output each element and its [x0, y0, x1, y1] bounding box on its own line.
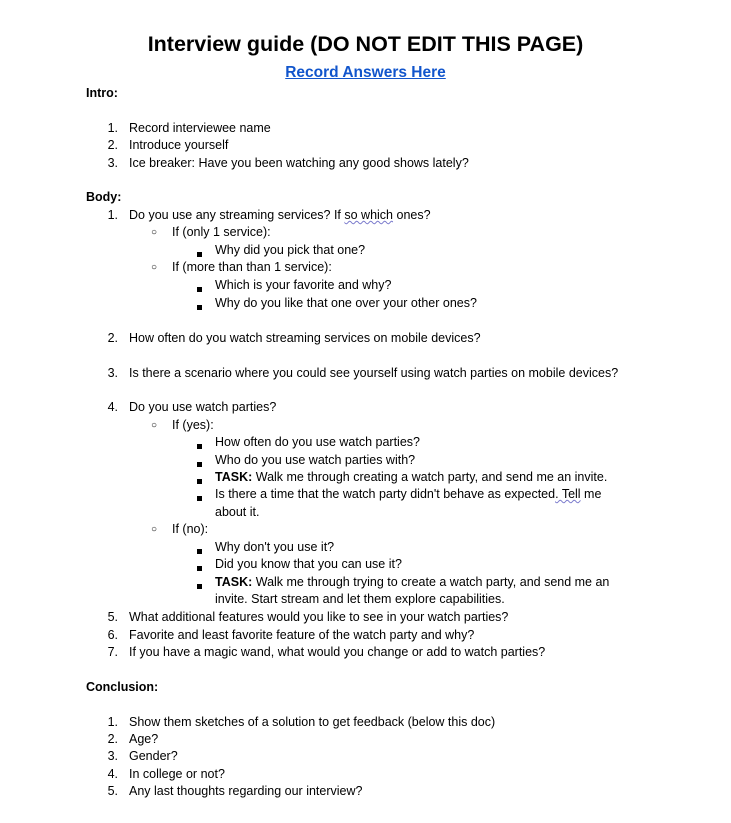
- page-title: Interview guide (DO NOT EDIT THIS PAGE): [147, 32, 584, 56]
- list-number: 4.: [107, 400, 118, 414]
- body-question-6: Favorite and least favorite feature of the watch party and why?: [129, 628, 475, 642]
- square-bullet-icon: [197, 560, 202, 574]
- list-number: 5.: [107, 784, 118, 798]
- sub-condition: If (no):: [172, 522, 209, 536]
- body-question-7: If you have a magic wand, what would you change or add to watch parties?: [129, 645, 546, 659]
- sub-condition: If (yes):: [172, 418, 214, 432]
- list-number: 4.: [107, 767, 118, 781]
- conclusion-item: Gender?: [129, 749, 178, 763]
- list-number: 5.: [107, 610, 118, 624]
- circle-bullet-icon: ○: [151, 524, 158, 535]
- sub-question: Why do you like that one over your other ones?: [215, 296, 477, 310]
- body-question-2: How often do you watch streaming services on mobile devices?: [129, 331, 481, 345]
- intro-item: Record interviewee name: [129, 121, 271, 135]
- sub-question: Which is your favorite and why?: [215, 278, 392, 292]
- task-item: TASK: Walk me through creating a watch party, and send me an invite.: [215, 470, 608, 484]
- conclusion-heading: Conclusion:: [86, 680, 159, 694]
- square-bullet-icon: [197, 490, 202, 504]
- circle-bullet-icon: ○: [151, 227, 158, 238]
- list-number: 1.: [107, 121, 118, 135]
- body-question-3: Is there a scenario where you could see yourself using watch parties on mobile devices?: [129, 366, 619, 380]
- body-question-5: What additional features would you like to see in your watch parties?: [129, 610, 509, 624]
- list-number: 2.: [107, 732, 118, 746]
- conclusion-item: In college or not?: [129, 767, 225, 781]
- body-question-4: Do you use watch parties?: [129, 400, 277, 414]
- list-number: 2.: [107, 331, 118, 345]
- list-number: 6.: [107, 628, 118, 642]
- body-question-1: Do you use any streaming services? If so which ones?: [129, 208, 431, 222]
- list-number: 3.: [107, 749, 118, 763]
- list-number: 3.: [107, 366, 118, 380]
- sub-condition: If (only 1 service):: [172, 225, 271, 239]
- list-number: 2.: [107, 138, 118, 152]
- square-bullet-icon: [197, 473, 202, 487]
- sub-question: Is there a time that the watch party didn't behave as expected. Tell me: [215, 487, 602, 501]
- sub-question: Why did you pick that one?: [215, 243, 366, 257]
- record-answers-link[interactable]: Record Answers Here: [285, 64, 446, 81]
- square-bullet-icon: [197, 456, 202, 470]
- square-bullet-icon: [197, 543, 202, 557]
- intro-item: Ice breaker: Have you been watching any good shows lately?: [129, 156, 469, 170]
- square-bullet-icon: [197, 578, 202, 592]
- circle-bullet-icon: ○: [151, 420, 158, 431]
- body-heading: Body:: [86, 190, 122, 204]
- list-number: 7.: [107, 645, 118, 659]
- square-bullet-icon: [197, 438, 202, 452]
- list-number: 3.: [107, 156, 118, 170]
- sub-condition: If (more than than 1 service):: [172, 260, 332, 274]
- list-number: 1.: [107, 208, 118, 222]
- intro-item: Introduce yourself: [129, 138, 229, 152]
- square-bullet-icon: [197, 299, 202, 313]
- sub-question: Who do you use watch parties with?: [215, 453, 416, 467]
- circle-bullet-icon: ○: [151, 262, 158, 273]
- square-bullet-icon: [197, 281, 202, 295]
- conclusion-item: Any last thoughts regarding our interview?: [129, 784, 363, 798]
- list-number: 1.: [107, 715, 118, 729]
- sub-question: Did you know that you can use it?: [215, 557, 402, 571]
- task-item-wrap: invite. Start stream and let them explore capabilities.: [215, 592, 505, 606]
- conclusion-item: Age?: [129, 732, 159, 746]
- sub-question: How often do you use watch parties?: [215, 435, 420, 449]
- task-item: TASK: Walk me through trying to create a watch party, and send me an: [215, 575, 610, 589]
- sub-question: Why don't you use it?: [215, 540, 335, 554]
- conclusion-item: Show them sketches of a solution to get feedback (below this doc): [129, 715, 496, 729]
- intro-heading: Intro:: [86, 86, 118, 100]
- square-bullet-icon: [197, 246, 202, 260]
- sub-question-wrap: about it.: [215, 505, 260, 519]
